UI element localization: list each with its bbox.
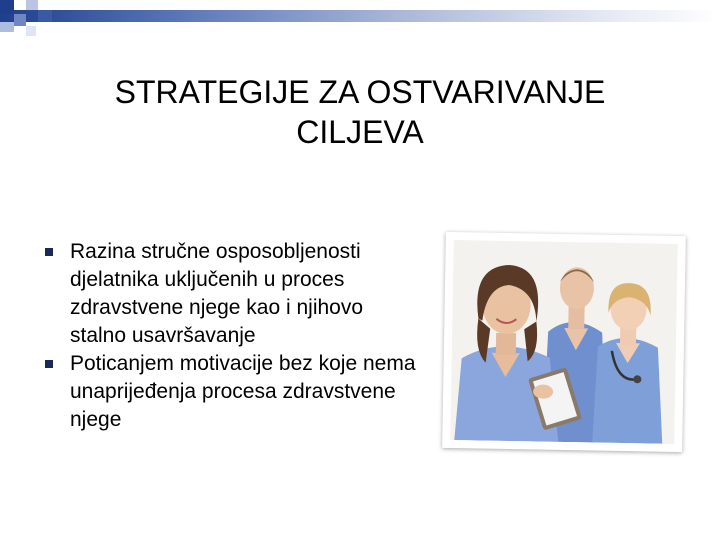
blonde-nurse [592,283,665,444]
bullet-text: Poticanjem motivacije bez koje nema unaprijeđenja procesa zdravstvene njege [70,352,416,431]
decor-square [0,0,14,14]
decor-square [26,26,36,36]
decor-square [0,22,14,32]
bullet-text: Razina stručne osposobljenosti djelatnika uključenih u proces zdravstvene njege kao i njihovo stalno usavršavanje [70,240,364,347]
top-decorative-bar [0,10,720,22]
bullet-item [40,238,420,350]
photo-frame [442,232,686,452]
medical-staff-illustration [450,240,677,444]
bullet-square-icon [45,360,53,368]
bullet-item [40,350,420,434]
decor-square [14,14,26,26]
decor-square [38,10,52,22]
medical-staff-photo [450,240,677,444]
bullet-square-icon [45,248,53,256]
slide-title: STRATEGIJE ZA OSTVARIVANJE CILJEVA [114,74,606,150]
bullet-list [40,238,420,434]
decor-square [26,0,38,10]
